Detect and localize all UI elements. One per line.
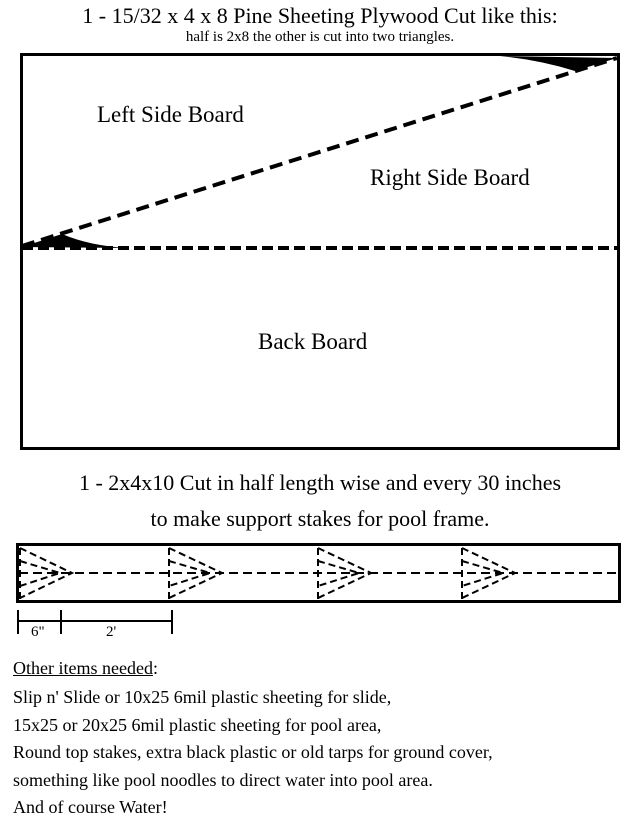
diagram-title: 1 - 15/32 x 4 x 8 Pine Sheeting Plywood Cut like this: bbox=[82, 3, 558, 28]
right-side-board-label: Right Side Board bbox=[370, 165, 530, 190]
left-corner-wedge bbox=[22, 234, 128, 248]
dimension-six-inch: 6" bbox=[31, 624, 45, 640]
items-heading bbox=[13, 658, 158, 679]
list-item: something like pool noodles to direct water into pool area. bbox=[13, 769, 433, 790]
diagram-subtitle: half is 2x8 the other is cut into two triangles. bbox=[185, 29, 455, 45]
back-board-label: Back Board bbox=[258, 329, 368, 354]
items-list bbox=[13, 684, 493, 822]
list-item: Round top stakes, extra black plastic or old tarps for ground cover, bbox=[13, 742, 493, 763]
list-item: 15x25 or 20x25 6mil plastic sheeting for pool area, bbox=[13, 714, 382, 735]
items-heading-text: Other items needed bbox=[13, 658, 153, 678]
dimension-two-foot: 2' bbox=[106, 624, 117, 640]
stake-instruction-line-1: 1 - 2x4x10 Cut in half length wise and every 30 inches bbox=[78, 470, 562, 495]
stake-instruction-line-2: to make support stakes for pool frame. bbox=[150, 506, 490, 531]
items-heading-colon: : bbox=[152, 658, 158, 678]
list-item: And of course Water! bbox=[13, 797, 168, 818]
diagonal-cut-line bbox=[22, 58, 617, 246]
list-item: Slip n' Slide or 10x25 6mil plastic sheeting for slide, bbox=[13, 687, 392, 707]
left-side-board-label: Left Side Board bbox=[97, 102, 244, 127]
